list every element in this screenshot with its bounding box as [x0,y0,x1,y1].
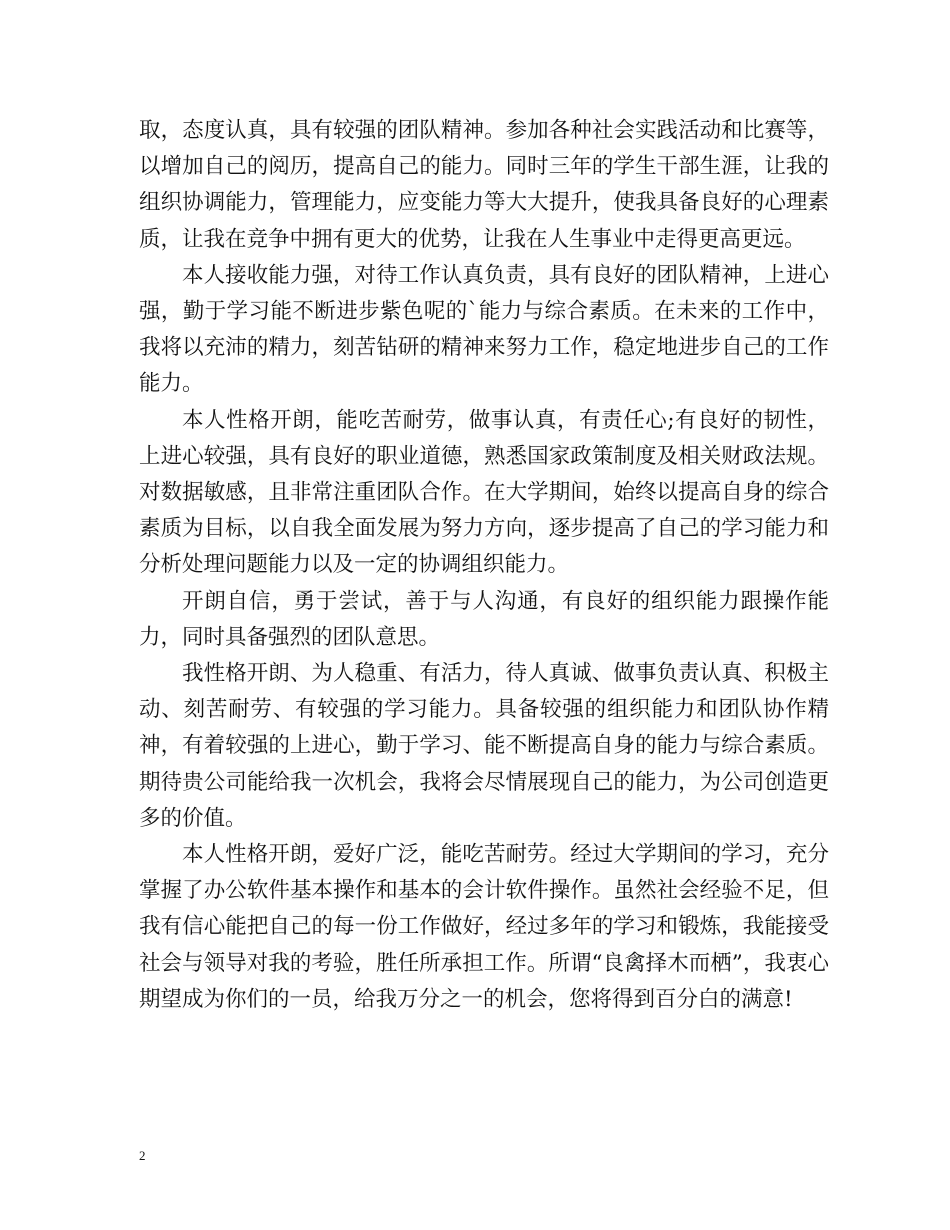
paragraph-4: 开朗自信，勇于尝试，善于与人沟通，有良好的组织能力跟操作能力，同时具备强烈的团队意思。 [139,588,829,650]
document-body [139,113,829,1018]
paragraph-6: 本人性格开朗，爱好广泛，能吃苦耐劳。经过大学期间的学习，充分掌握了办公软件基本操作和基本的会计软件操作。虽然社会经验不足，但我有信心能把自己的每一份工作做好，经过多年的学习和锻炼，我能接受社会与领导对我的考验，胜任所承担工作。所谓“良禽择木而栖”，我衷心期望成为你们的一员，给我万分之一的机会，您将得到百分白的满意! [139,842,829,1012]
paragraph-2: 本人接收能力强，对待工作认真负责，具有良好的团队精神，上进心强，勤于学习能不断进步紫色呢的`能力与综合素质。在未来的工作中，我将以充沛的精力，刻苦钻研的精神来努力工作，稳定地进步自己的工作能力。 [139,262,829,397]
page-number: 2 [139,1148,146,1163]
paragraph-3: 本人性格开朗，能吃苦耐劳，做事认真，有责任心;有良好的韧性，上进心较强，具有良好的职业道德，熟悉国家政策制度及相关财政法规。对数据敏感，且非常注重团队合作。在大学期间，始终以提高自身的综合素质为目标，以自我全面发展为努力方向，逐步提高了自己的学习能力和分析处理问题能力以及一定的协调组织能力。 [139,407,829,578]
paragraph-5: 我性格开朗、为人稳重、有活力，待人真诚、做事负责认真、积极主动、刻苦耐劳、有较强的学习能力。具备较强的组织能力和团队协作精神，有着较强的上进心，勤于学习、能不断提高自身的能力与综合素质。期待贵公司能给我一次机会，我将会尽情展现自己的能力，为公司创造更多的价值。 [139,661,829,831]
paragraph-1: 取，态度认真，具有较强的团队精神。参加各种社会实践活动和比赛等，以增加自己的阅历，提高自己的能力。同时三年的学生干部生涯，让我的组织协调能力，管理能力，应变能力等大大提升，使我具备良好的心理素质，让我在竞争中拥有更大的优势，让我在人生事业中走得更高更远。 [139,118,829,252]
